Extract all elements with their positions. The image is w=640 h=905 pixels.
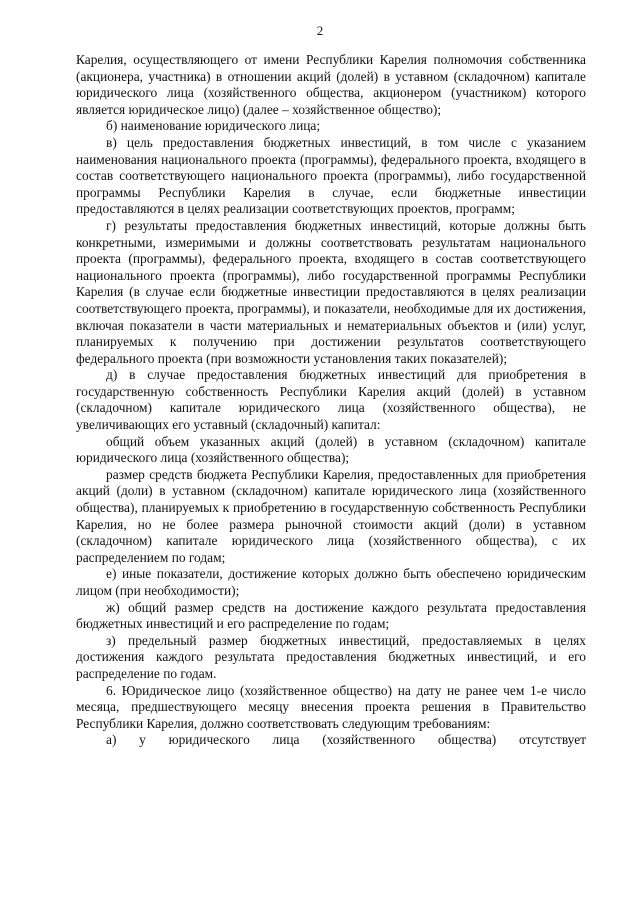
paragraph-item-b: б) наименование юридического лица; xyxy=(106,118,321,134)
paragraph-item-d: д) в случае предоставления бюджетных инвестиций для приобретения в государственную собственность Республики Карелия акций (долей) в уставном (складочном) капитале юридического лица (хозяйственного общества), не увеличивающих его уставный (складочный) капитал: xyxy=(76,367,586,433)
paragraph-item-e: е) иные показатели, достижение которых должно быть обеспечено юридическим лицом (при необходимости); xyxy=(76,566,586,598)
paragraph-item-a: а) у юридического лица (хозяйственного общества) отсутствует xyxy=(106,732,586,748)
paragraph-item-v: в) цель предоставления бюджетных инвестиций, в том числе с указанием наименования национального проекта (программы), федерального проекта, входящего в состав соответствующего национального проекта (программы), либо государственной программы Республики Карелия в случае, если бюджетные инвестиции предоставляются в целях реализации соответствующих проектов, программ; xyxy=(76,134,586,217)
paragraph-item-z: з) предельный размер бюджетных инвестиций, предоставляемых в целях достижения каждого результата предоставления бюджетных инвестиций, и его распределение по годам. xyxy=(76,632,586,681)
paragraph-item-d-funds: размер средств бюджета Республики Карелия, предоставленных для приобретения акций (доли) в уставном (складочном) капитале юридического лица (хозяйственного общества), планируемых к приобретению в государственную собственность Республики Карелия, но не более размера рыночной стоимости акций (доли) в уставном (складочном) капитале юридического лица (хозяйственного общества), с их распределением по годам; xyxy=(76,466,586,565)
paragraph-item-g: г) результаты предоставления бюджетных инвестиций, которые должны быть конкретными, измеримыми и должны соответствовать результатам национального проекта (программы), федерального проекта, входящего в состав соответствующего национального проекта (программы), либо государственной программы Республики Карелия (в случае если бюджетные инвестиции предоставляются в целях реализации соответствующего проекта, программы), и показатели, необходимые для их достижения, включая показатели в части материальных и нематериальных объектов и (или) услуг, планируемых к получению при достижении результатов соответствующего федерального проекта (при возможности установления таких показателей); xyxy=(76,217,586,366)
document-body xyxy=(76,52,586,749)
paragraph-item-d-volume: общий объем указанных акций (долей) в уставном (складочном) капитале юридического лица (хозяйственного общества); xyxy=(76,433,586,466)
page-number: 2 xyxy=(316,23,324,38)
paragraph-section-6: 6. Юридическое лицо (хозяйственное общество) на дату не ранее чем 1-е число месяца, предшествующего месяцу внесения проекта решения в Правительство Республики Карелия, должно соответствовать следующим требованиям: xyxy=(76,682,586,731)
paragraph-continuation: Карелия, осуществляющего от имени Республики Карелия полномочия собственника (акционера, участника) в отношении акций (долей) в уставном (складочном) капитале юридического лица (хозяйственного общества, акционером (участником) которого является юридическое лицо) (далее – хозяйственное общество); xyxy=(76,52,586,117)
paragraph-item-zh: ж) общий размер средств на достижение каждого результата предоставления бюджетных инвестиций и его распределение по годам; xyxy=(76,599,586,632)
